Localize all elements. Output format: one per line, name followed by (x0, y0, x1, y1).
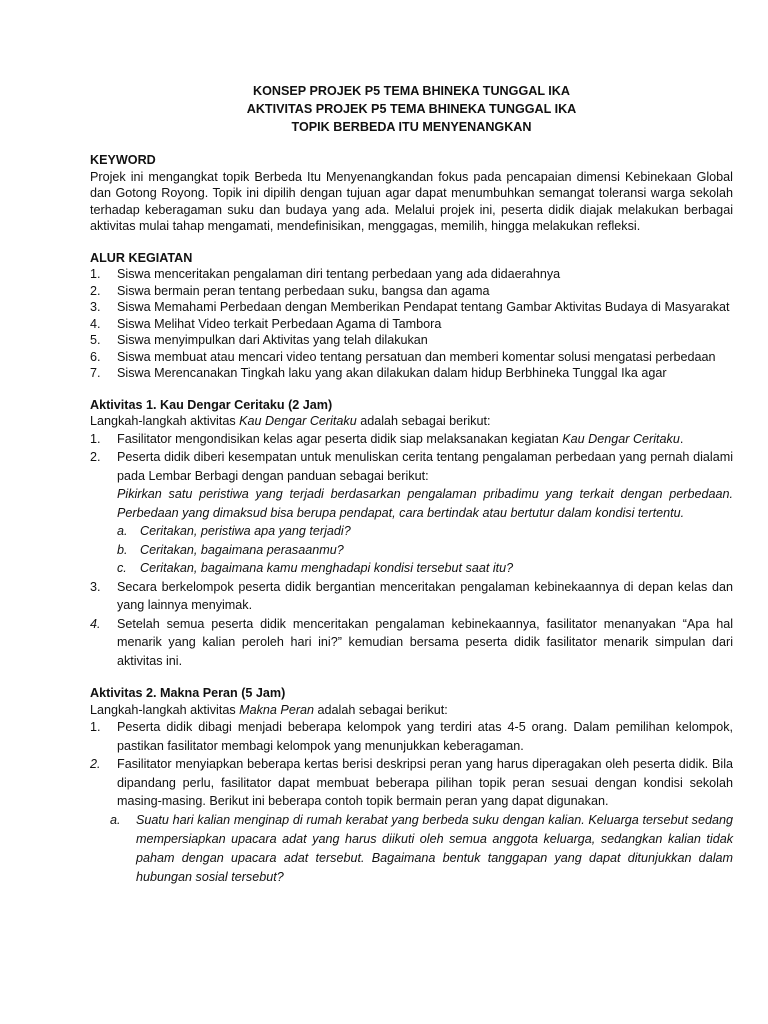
guidance-italic-text: Pikirkan satu peristiwa yang terjadi berdasarkan pengalaman pribadimu yang terkait dengan perbedaan. Perbedaan yang dimaksud bisa berupa pendapat, cara bertindak atau bertutur dalam kondisi tertentu. (117, 487, 733, 520)
sublist-item (110, 811, 733, 887)
sublist-item (117, 541, 733, 560)
list-item (90, 755, 733, 811)
intro-emphasis: Kau Dengar Ceritaku (239, 414, 357, 428)
list-number: 2. (90, 450, 101, 464)
title-line-1: KONSEP PROJEK P5 TEMA BHINEKA TUNGGAL IKA (253, 84, 570, 98)
roleplay-sublist (90, 811, 733, 887)
title-line-3: TOPIK BERBEDA ITU MENYENANGKAN (291, 120, 532, 134)
list-item (90, 430, 733, 449)
sublist-letter: c. (117, 561, 127, 575)
intro-text: Langkah-langkah aktivitas (90, 702, 240, 717)
list-text: Siswa Merencanakan Tingkah laku yang akan dilakukan dalam hidup Berbhineka Tunggal Ika agar (117, 366, 667, 380)
list-number: 4. (90, 316, 101, 331)
title-line-2: AKTIVITAS PROJEK P5 TEMA BHINEKA TUNGGAL IKA (246, 102, 577, 116)
sublist-text: Ceritakan, peristiwa apa yang terjadi? (140, 524, 351, 538)
sublist-letter: b. (117, 542, 128, 557)
list-text: Setelah semua peserta didik menceritakan pengalaman kebinekaannya, fasilitator menanyakan “Apa hal menarik yang kalian peroleh hari ini?” kemudian bersama peserta didik fasilitator menarik simpulan dari aktivitas ini. (117, 616, 733, 668)
activity-1-intro (90, 413, 733, 430)
intro-text-end: adalah sebagai berikut: (356, 414, 491, 428)
list-item (90, 365, 733, 382)
keyword-paragraph: Projek ini mengangkat topik Berbeda Itu Menyenangkandan fokus pada pencapaian dimensi Kebinekaan Global dan Gotong Royong. Topik ini dipilih dengan tujuan agar dapat menumbuhkan semangat toleransi warga sekolah terhadap keberagaman suku dan budaya yang ada. Melalui projek ini, peserta didik diajak melakukan berbagai aktivitas mulai tahap mengamati, mendefinisikan, menggagas, memilih, hingga melakukan refleksi. (90, 169, 733, 233)
activity-2-heading: Aktivitas 2. Makna Peran (5 Jam) (90, 686, 286, 700)
list-text: Siswa bermain peran tentang perbedaan suku, bangsa dan agama (117, 283, 490, 298)
list-item (90, 349, 733, 366)
activity-1-steps (90, 430, 733, 671)
list-text: Siswa Memahami Perbedaan dengan Memberikan Pendapat tentang Gambar Aktivitas Budaya di Masyarakat (117, 300, 730, 314)
list-number: 3. (90, 300, 101, 314)
list-text-end: . (679, 431, 684, 446)
list-item (90, 266, 733, 283)
list-emphasis: Kau Dengar Ceritaku (562, 431, 680, 446)
alur-heading: ALUR KEGIATAN (90, 250, 193, 265)
list-text: Fasilitator menyiapkan beberapa kertas berisi deskripsi peran yang harus diperagakan oleh peserta didik. Bila dipandang perlu, fasilitator dapat membuat beberapa pilihan topik peran sesuai dengan kondisi sekolah masing-masing. Berikut ini beberapa contoh topik bermain peran yang dapat digunakan. (117, 757, 733, 808)
sublist-letter: a. (117, 524, 128, 538)
list-text: Peserta didik dibagi menjadi beberapa kelompok yang terdiri atas 4-5 orang. Dalam pemilihan kelompok, pastikan fasilitator membagi kelompok yang menunjukkan keberagaman. (117, 720, 733, 753)
list-text: Siswa menceritakan pengalaman diri tentang perbedaan yang ada didaerahnya (117, 267, 561, 281)
activity-2-intro (90, 702, 733, 719)
list-text: Secara berkelompok peserta didik bergantian menceritakan pengalaman kebinekaannya di depan kelas dan yang lainnya menyimak. (117, 579, 733, 612)
document-titles (90, 83, 733, 137)
guidance-sublist (117, 522, 733, 578)
sublist-item (117, 522, 733, 541)
list-number: 4. (90, 616, 101, 631)
list-item (90, 448, 733, 578)
list-item (90, 299, 733, 316)
list-text: Siswa Melihat Video terkait Perbedaan Agama di Tambora (117, 316, 442, 331)
alur-list (90, 266, 733, 382)
list-item (90, 615, 733, 671)
list-number: 1. (90, 431, 101, 446)
list-text: Siswa menyimpulkan dari Aktivitas yang telah dilakukan (117, 333, 428, 347)
list-number: 2. (90, 757, 101, 771)
list-number: 1. (90, 267, 101, 281)
activity-2-steps (90, 718, 733, 811)
list-number: 1. (90, 720, 101, 734)
list-text: Fasilitator mengondisikan kelas agar peserta didik siap melaksanakan kegiatan (117, 431, 563, 446)
sublist-item (117, 559, 733, 578)
list-number: 6. (90, 349, 101, 364)
list-item (90, 316, 733, 333)
intro-text-end: adalah sebagai berikut: (314, 702, 448, 717)
list-item (90, 718, 733, 755)
list-number: 5. (90, 333, 101, 347)
intro-text: Langkah-langkah aktivitas (90, 414, 240, 428)
activity-1-heading: Aktivitas 1. Kau Dengar Ceritaku (2 Jam) (90, 397, 333, 412)
list-text: Siswa membuat atau mencari video tentang persatuan dan memberi komentar solusi mengatasi perbedaan (117, 349, 716, 364)
list-item (90, 332, 733, 349)
list-item (90, 578, 733, 615)
keyword-heading: KEYWORD (90, 153, 156, 167)
list-number: 3. (90, 579, 101, 594)
intro-emphasis: Makna Peran (239, 702, 315, 717)
list-item (90, 283, 733, 300)
sublist-text: Ceritakan, bagaimana kamu menghadapi kondisi tersebut saat itu? (140, 561, 514, 575)
sublist-text: Suatu hari kalian menginap di rumah kerabat yang berbeda suku dengan kalian. Keluarga tersebut sedang mempersiapkan upacara adat yang harus diikuti oleh semua anggota keluarga, sedangkan kalian tidak paham dengan upacara adat tersebut. Bagaimana bentuk tanggapan yang dapat ditunjukkan dalam hubungan sosial tersebut? (136, 812, 733, 884)
list-text: Peserta didik diberi kesempatan untuk menuliskan cerita tentang pengalaman perbedaan yang pernah dialami pada Lembar Berbagi dengan panduan sebagai berikut: (117, 450, 733, 483)
document-page (90, 83, 733, 887)
list-number: 2. (90, 283, 101, 298)
sublist-letter: a. (110, 812, 121, 827)
sublist-text: Ceritakan, bagaimana perasaanmu? (140, 542, 344, 557)
list-number: 7. (90, 366, 101, 380)
